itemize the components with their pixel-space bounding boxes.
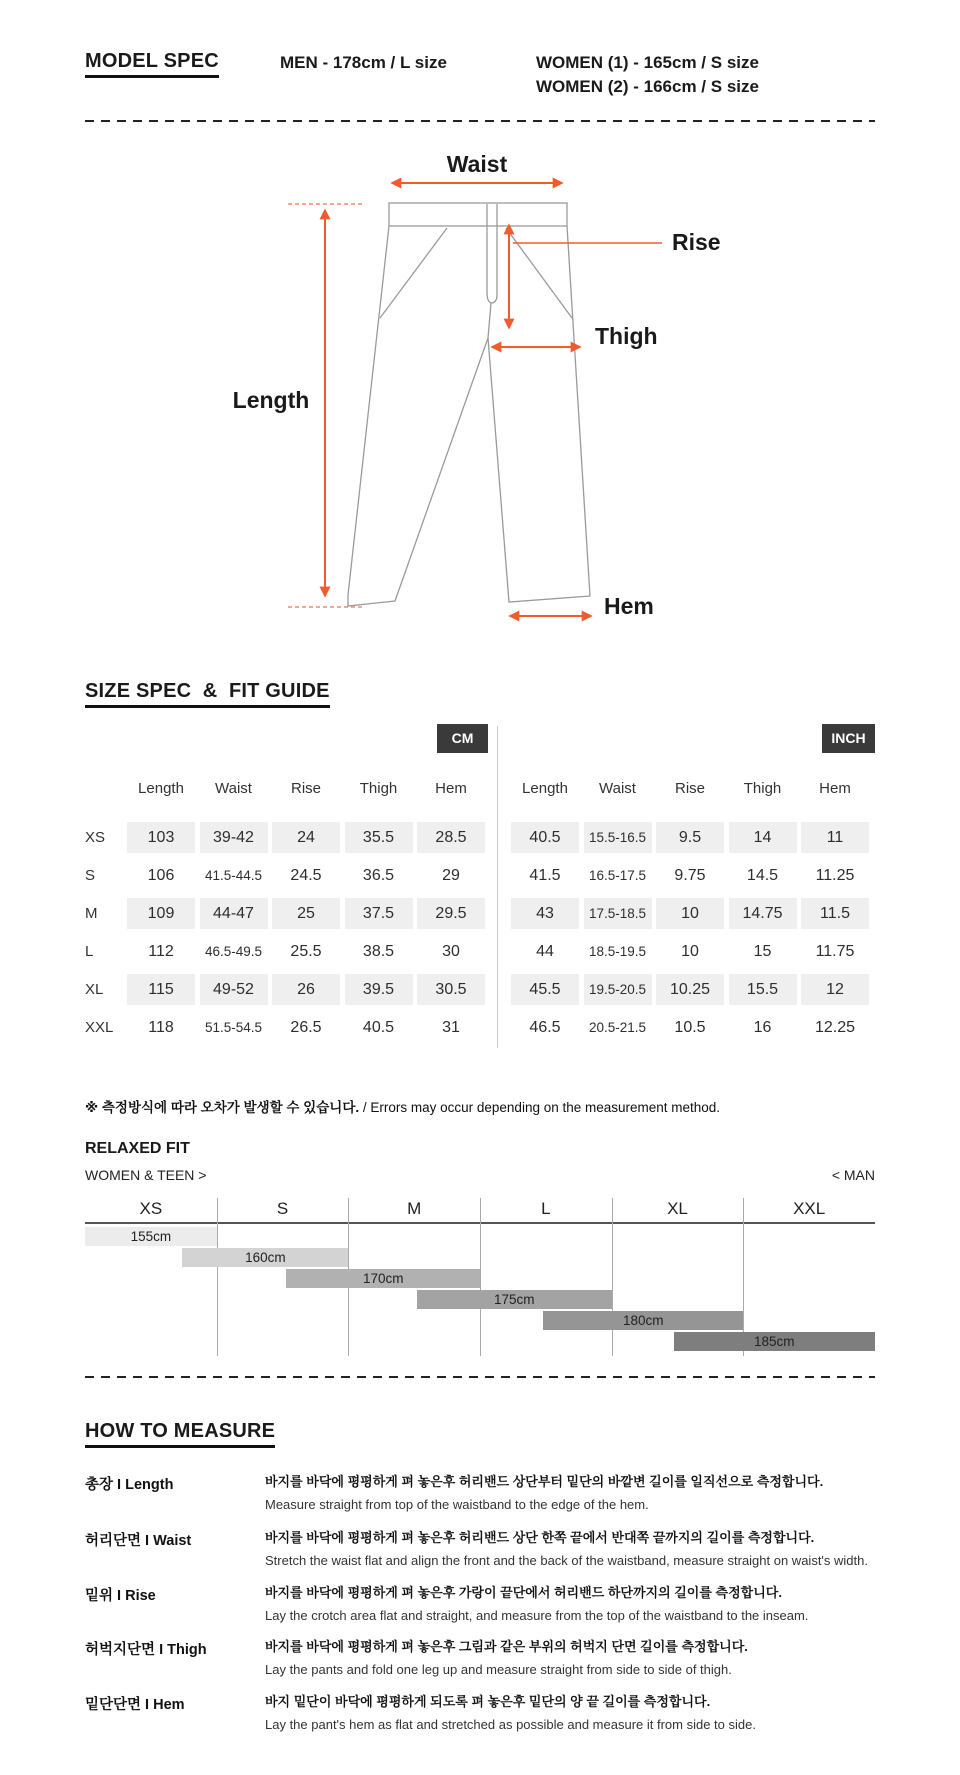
measure-desc-en: Lay the pants and fold one leg up and measure straight from side to side of thigh.	[265, 1662, 732, 1677]
height-bar: 170cm	[286, 1269, 480, 1288]
length-label: Length	[232, 387, 310, 413]
table-row	[511, 970, 874, 1008]
right-pocket-line	[506, 228, 572, 318]
measure-desc-en: Lay the pant's hem as flat and stretched as possible and measure it from side to side.	[265, 1717, 756, 1732]
size-column-label: XL	[667, 1199, 688, 1218]
fit-chart-title: RELAXED FIT	[85, 1140, 190, 1157]
measurement-note-ko: ※ 측정방식에 따라 오차가 발생할 수 있습니다.	[85, 1100, 360, 1115]
column-separator	[480, 1198, 481, 1356]
table-cell: 31	[442, 1018, 460, 1036]
column-header: Hem	[435, 779, 467, 797]
inch-badge: INCH	[822, 724, 875, 753]
table-cell: 109	[127, 898, 195, 929]
height-bar: 180cm	[543, 1311, 743, 1330]
table-cell: 30.5	[417, 974, 485, 1005]
measure-desc	[265, 1473, 883, 1514]
measure-desc-ko: 바지를 바닥에 평평하게 펴 놓은후 그림과 같은 부위의 허벅지 단면 길이를 측정합니다.	[265, 1639, 748, 1654]
table-cell: 44-47	[200, 898, 268, 929]
measurement-note-en: / Errors may occur depending on the measurement method.	[359, 1100, 721, 1115]
table-row	[511, 932, 874, 970]
size-column-label: XS	[139, 1199, 163, 1218]
table-cell: 112	[148, 942, 174, 960]
table-cell: 16	[753, 1018, 772, 1036]
table-cell: 103	[127, 822, 195, 853]
table-cell: 25	[272, 898, 340, 929]
table-cell: 14.75	[729, 898, 797, 929]
table-row	[511, 894, 874, 932]
table-cell: 25.5	[290, 942, 322, 960]
table-cell: 10	[656, 898, 724, 929]
table-cell: 9.75	[674, 866, 706, 884]
measurement-note	[85, 1096, 720, 1116]
table-cell: 41.5	[529, 866, 561, 884]
column-header: Length	[138, 779, 184, 797]
measure-desc-en: Stretch the waist flat and align the front and the back of the waistband, measure straight on waist's width.	[265, 1553, 868, 1568]
thigh-label: Thigh	[595, 323, 658, 349]
measure-desc-ko: 바지를 바닥에 평평하게 펴 놓은후 가랑이 끝단에서 허리밴드 하단까지의 길이를 측정합니다.	[265, 1585, 782, 1600]
table-cell: 51.5-54.5	[204, 1019, 263, 1035]
inch-table	[511, 818, 874, 1046]
size-column-label: S	[276, 1199, 289, 1218]
table-cell: 29	[442, 866, 460, 884]
measure-desc	[265, 1529, 883, 1570]
size-column-label: L	[541, 1199, 551, 1218]
measure-desc	[265, 1693, 883, 1734]
height-bar: 175cm	[417, 1290, 612, 1309]
table-cell: 10.25	[656, 974, 724, 1005]
size-row-label: M	[85, 904, 98, 922]
column-header: Waist	[215, 779, 252, 797]
fit-chart-man-label: < MAN	[831, 1167, 875, 1183]
table-cell: 28.5	[417, 822, 485, 853]
pants-outline	[348, 203, 590, 606]
table-cell: 19.5-20.5	[584, 974, 652, 1005]
separator-bottom	[85, 1376, 875, 1378]
table-cell: 16.5-17.5	[588, 867, 647, 883]
table-cell: 11.25	[815, 866, 855, 884]
measure-desc-ko: 바지를 바닥에 평평하게 펴 놓은후 허리밴드 상단부터 밑단의 바깥변 길이를 일직선으로 측정합니다.	[265, 1474, 824, 1489]
table-row	[85, 970, 490, 1008]
table-cell: 12	[801, 974, 869, 1005]
model-spec-women-1: WOMEN (1) - 165cm / S size	[536, 53, 759, 72]
waist-label: Waist	[446, 151, 508, 177]
rise-label: Rise	[672, 229, 721, 255]
table-cell: 118	[148, 1018, 174, 1036]
table-cell: 11.5	[801, 898, 869, 929]
table-cell: 11.75	[815, 942, 855, 960]
cm-table	[85, 818, 490, 1046]
measure-desc	[265, 1584, 883, 1625]
table-cell: 15.5	[729, 974, 797, 1005]
column-header: Hem	[819, 779, 851, 797]
measure-term: 허리단면 I Waist	[85, 1533, 192, 1549]
table-cell: 26	[272, 974, 340, 1005]
cm-badge: CM	[437, 724, 488, 753]
column-header: Length	[522, 779, 568, 797]
table-cell: 10	[681, 942, 699, 960]
table-cell: 20.5-21.5	[588, 1019, 647, 1035]
size-column-label: XXL	[793, 1199, 826, 1218]
table-cell: 11	[801, 822, 869, 853]
size-row-label: S	[85, 866, 96, 884]
size-spec-title: SIZE SPEC & FIT GUIDE	[85, 680, 330, 708]
measure-term: 허벅지단면 I Thigh	[85, 1642, 207, 1658]
inch-table-columns	[511, 770, 874, 806]
table-cell: 49-52	[200, 974, 268, 1005]
table-cell: 26.5	[290, 1018, 322, 1036]
table-cell: 40.5	[511, 822, 579, 853]
measure-desc-en: Measure straight from top of the waistband to the edge of the hem.	[265, 1497, 649, 1512]
table-cell: 14	[729, 822, 797, 853]
table-cell: 15.5-16.5	[584, 822, 652, 853]
model-spec-women-2: WOMEN (2) - 166cm / S size	[536, 77, 759, 96]
table-cell: 36.5	[362, 866, 395, 884]
model-spec-title: MODEL SPEC	[85, 50, 219, 78]
table-cell: 35.5	[345, 822, 413, 853]
table-cell: 44	[536, 942, 554, 960]
measure-desc-ko: 바지를 바닥에 평평하게 펴 놓은후 허리밴드 상단 한쪽 끝에서 반대쪽 끝까지의 길이를 측정합니다.	[265, 1530, 815, 1545]
hem-label: Hem	[604, 593, 654, 619]
table-cell: 17.5-18.5	[584, 898, 652, 929]
column-header: Thigh	[359, 779, 398, 797]
measure-term: 총장 I Length	[85, 1477, 174, 1493]
table-cell: 39-42	[200, 822, 268, 853]
table-row	[511, 856, 874, 894]
table-cell: 15	[753, 942, 772, 960]
table-row	[85, 894, 490, 932]
measure-desc-en: Lay the crotch area flat and straight, and measure from the top of the waistband to the inseam.	[265, 1608, 809, 1623]
table-row	[511, 1008, 874, 1046]
column-header: Rise	[290, 779, 321, 797]
column-header: Waist	[599, 779, 636, 797]
table-cell: 30	[442, 942, 460, 960]
how-to-measure-title: HOW TO MEASURE	[85, 1420, 275, 1448]
column-header: Thigh	[743, 779, 782, 797]
measure-desc-ko: 바지 밑단이 바닥에 평평하게 되도록 펴 놓은후 밑단의 양 끝 길이를 측정합니다.	[265, 1694, 711, 1709]
table-row	[85, 818, 490, 856]
table-cell: 46.5	[529, 1018, 561, 1036]
height-bar: 160cm	[182, 1248, 348, 1267]
table-cell: 45.5	[511, 974, 579, 1005]
table-row	[511, 818, 874, 856]
fit-chart-women-label: WOMEN & TEEN >	[85, 1167, 207, 1183]
table-cell: 38.5	[362, 942, 395, 960]
table-row	[85, 1008, 490, 1046]
table-cell: 39.5	[345, 974, 413, 1005]
measure-desc	[265, 1638, 883, 1679]
table-cell: 18.5-19.5	[588, 943, 647, 959]
column-header: Rise	[674, 779, 705, 797]
height-bar: 155cm	[85, 1227, 217, 1246]
table-cell: 12.25	[814, 1018, 856, 1036]
table-cell: 24.5	[290, 866, 322, 884]
table-cell: 43	[511, 898, 579, 929]
table-cell: 29.5	[417, 898, 485, 929]
crotch-seam	[488, 303, 491, 338]
column-separator	[217, 1198, 218, 1356]
table-row	[85, 856, 490, 894]
table-cell: 10.5	[674, 1018, 706, 1036]
fit-chart	[85, 1140, 875, 1360]
table-cell: 37.5	[345, 898, 413, 929]
model-spec-men: MEN - 178cm / L size	[280, 53, 447, 72]
table-cell: 40.5	[362, 1018, 395, 1036]
column-separator	[612, 1198, 613, 1356]
size-row-label: XS	[85, 828, 106, 846]
height-bar: 185cm	[674, 1332, 875, 1351]
table-cell: 24	[272, 822, 340, 853]
table-cell: 9.5	[656, 822, 724, 853]
left-pocket-line	[380, 228, 447, 318]
table-divider	[497, 726, 498, 1048]
measure-term: 밑위 I Rise	[85, 1588, 156, 1604]
cm-table-columns	[127, 770, 490, 806]
table-cell: 46.5-49.5	[204, 943, 263, 959]
size-row-label: L	[85, 942, 94, 960]
table-row	[85, 932, 490, 970]
measure-term: 밑단단면 I Hem	[85, 1697, 185, 1713]
table-cell: 41.5-44.5	[204, 867, 263, 883]
pants-diagram	[0, 140, 960, 660]
size-column-label: M	[407, 1199, 422, 1218]
size-row-label: XXL	[85, 1018, 114, 1036]
table-cell: 14.5	[746, 866, 779, 884]
size-row-label: XL	[85, 980, 104, 998]
separator-top	[85, 120, 875, 122]
table-cell: 106	[147, 866, 175, 884]
table-cell: 115	[127, 974, 195, 1005]
